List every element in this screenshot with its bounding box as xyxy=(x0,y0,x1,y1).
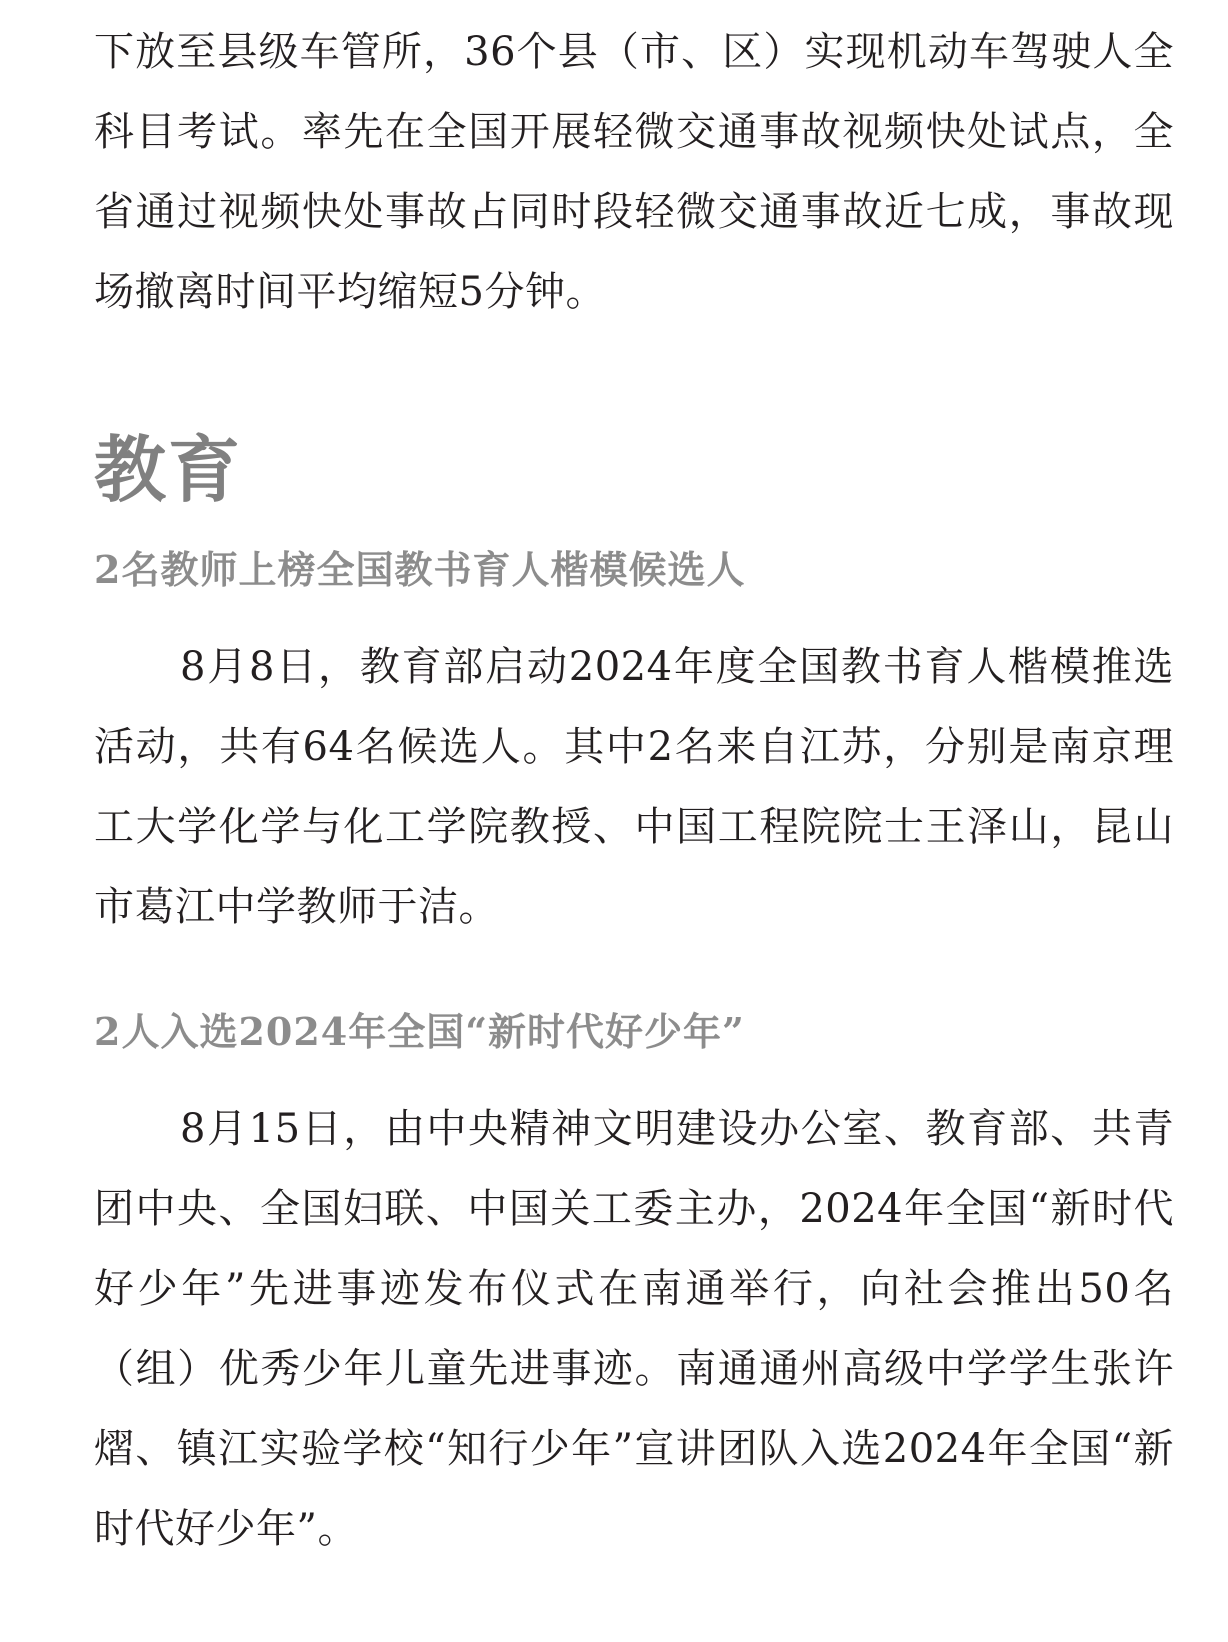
article-body-youth: 8月15日，由中央精神文明建设办公室、教育部、共青团中央、全国妇联、中国关工委主办，2024年全国“新时代好少年”先进事迹发布仪式在南通举行，向社会推出50名（组）优秀少年儿童先进事迹。南通通州高级中学学生张许熠、镇江实验学校“知行少年”宣讲团队入选2024年全国“新时代好少年”。 xyxy=(94,1106,1174,1552)
article-body-teachers: 8月8日，教育部启动2024年度全国教书育人楷模推选活动，共有64名候选人。其中2名来自江苏，分别是南京理工大学化学与化工学院教授、中国工程院院士王泽山，昆山市葛江中学教师于洁。 xyxy=(94,644,1174,930)
article-heading-youth: 2人入选2024年全国“新时代好少年” xyxy=(94,1009,745,1054)
section-title: 教育 xyxy=(94,428,243,512)
article-heading-teachers: 2名教师上榜全国教书育人楷模候选人 xyxy=(94,547,746,592)
intro-paragraph: 下放至县级车管所，36个县（市、区）实现机动车驾驶人全科目考试。率先在全国开展轻微交通事故视频快处试点，全省通过视频快处事故占同时段轻微交通事故近七成，事故现场撤离时间平均缩短5分钟。 xyxy=(94,29,1174,315)
